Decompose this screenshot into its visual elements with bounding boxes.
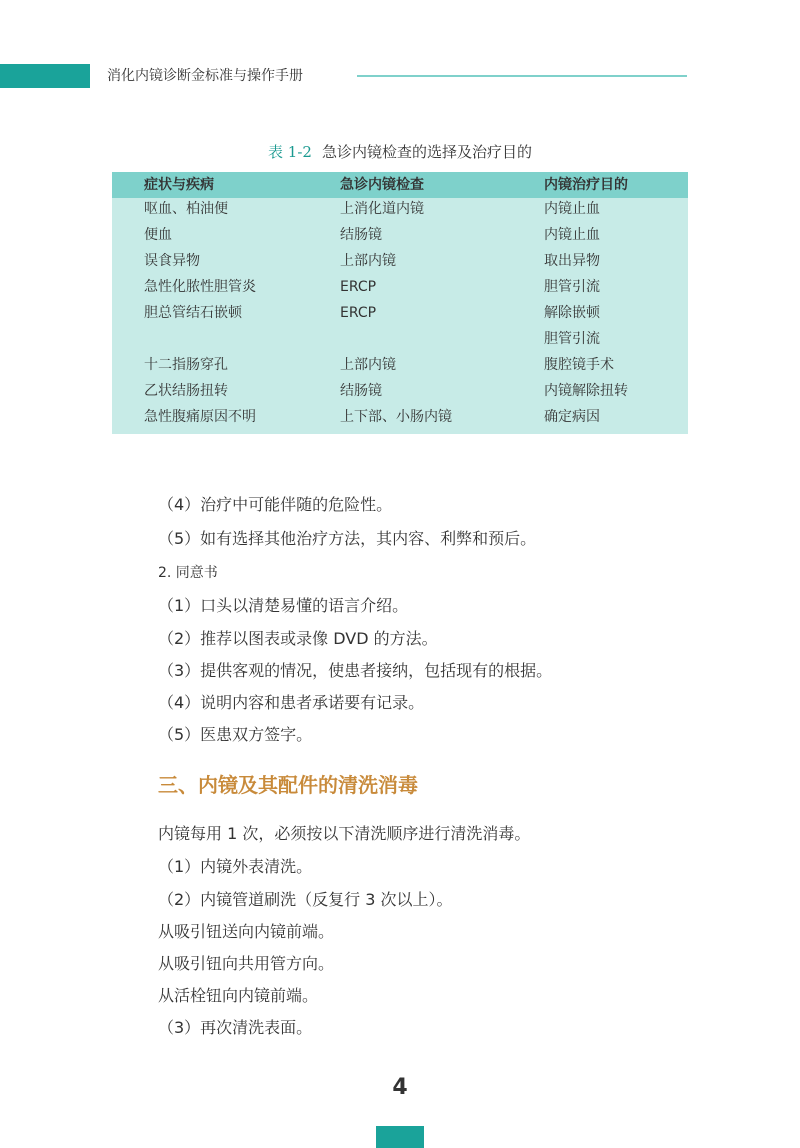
- paragraph: 从活栓钮向内镜前端。: [158, 986, 319, 1005]
- table-cell: 上部内镜: [340, 253, 396, 269]
- table-cell: 结肠镜: [340, 383, 382, 399]
- table-cell: 急性腹痛原因不明: [144, 409, 256, 425]
- table-caption: [0, 142, 800, 162]
- header-accent-block: [0, 64, 90, 88]
- table-cell: 上消化道内镜: [340, 201, 424, 217]
- table-cell: 上部内镜: [340, 357, 396, 373]
- paragraph: 内镜每用 1 次，必须按以下清洗顺序进行清洗消毒。: [158, 824, 531, 843]
- table-cell: 内镜止血: [544, 201, 600, 217]
- table-cell: 十二指肠穿孔: [144, 357, 228, 373]
- paragraph: （5）如有选择其他治疗方法，其内容、利弊和预后。: [158, 529, 537, 548]
- subheading: 2. 同意书: [158, 565, 218, 581]
- table-header-cell: 症状与疾病: [144, 177, 214, 193]
- table-caption-number: 表 1-2: [268, 143, 312, 161]
- table-header-row: [112, 172, 688, 198]
- table-cell: 结肠镜: [340, 227, 382, 243]
- paragraph: （2）推荐以图表或录像 DVD 的方法。: [158, 629, 438, 648]
- table-header-cell: 内镜治疗目的: [544, 177, 628, 193]
- table-cell: 取出异物: [544, 253, 600, 269]
- table-cell: 内镜止血: [544, 227, 600, 243]
- table-cell: 呕血、柏油便: [144, 201, 228, 217]
- section-heading: 三、内镜及其配件的清洗消毒: [158, 773, 418, 797]
- page-number: 4: [392, 1075, 408, 1100]
- paragraph: （1）口头以清楚易懂的语言介绍。: [158, 596, 409, 615]
- paragraph: （1）内镜外表清洗。: [158, 857, 313, 876]
- table-cell: 腹腔镜手术: [544, 357, 614, 373]
- table-cell: 确定病因: [544, 409, 600, 425]
- paragraph: （4）说明内容和患者承诺要有记录。: [158, 693, 425, 712]
- table-cell: 胆总管结石嵌顿: [144, 305, 242, 321]
- paragraph: （5）医患双方签字。: [158, 725, 313, 744]
- table-cell: ERCP: [340, 279, 377, 295]
- table-cell: 内镜解除扭转: [544, 383, 628, 399]
- table-cell: 急性化脓性胆管炎: [144, 279, 256, 295]
- paragraph: 从吸引钮送向内镜前端。: [158, 922, 335, 941]
- paragraph: （3）再次清洗表面。: [158, 1018, 313, 1037]
- header-rule: [357, 75, 687, 77]
- running-header-title: 消化内镜诊断金标准与操作手册: [107, 68, 303, 84]
- table-cell: ERCP: [340, 305, 377, 321]
- table-cell: 胆管引流: [544, 279, 600, 295]
- table: [112, 172, 688, 434]
- paragraph: （3）提供客观的情况，使患者接纳，包括现有的根据。: [158, 661, 553, 680]
- table-cell: 乙状结肠扭转: [144, 383, 228, 399]
- table-cell: 误食异物: [144, 253, 200, 269]
- table-cell: 解除嵌顿: [544, 305, 600, 321]
- table-header-cell: 急诊内镜检查: [340, 177, 424, 193]
- paragraph: （4）治疗中可能伴随的危险性。: [158, 495, 393, 514]
- paragraph: 从吸引钮向共用管方向。: [158, 954, 335, 973]
- paragraph: （2）内镜管道刷洗（反复行 3 次以上）。: [158, 890, 453, 909]
- footer-accent-block: [376, 1126, 424, 1148]
- table-cell: 上下部、小肠内镜: [340, 409, 452, 425]
- table-cell: 胆管引流: [544, 331, 600, 347]
- table-cell: 便血: [144, 227, 172, 243]
- table-caption-title: 急诊内镜检查的选择及治疗目的: [321, 143, 532, 161]
